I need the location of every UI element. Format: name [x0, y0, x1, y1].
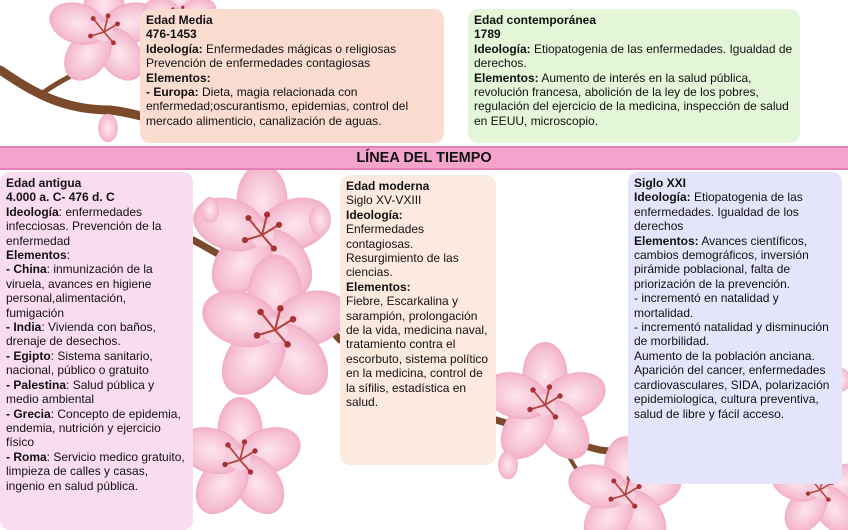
item-text: : Sistema sanitario, nacional, público o gratuito	[6, 348, 153, 378]
list-item	[6, 349, 187, 378]
card-date: 1789	[474, 27, 501, 42]
cherry-blossom-bud	[98, 114, 118, 143]
europa-item	[146, 85, 438, 128]
item-text: : Vivienda con baños, drenaje de desechos.	[6, 320, 156, 349]
list-item	[6, 407, 187, 450]
elementos-label: Elementos	[6, 248, 67, 263]
closing-text: Aumento de la población anciana. Aparición del cancer, enfermedades cardiovasculares, SIDA, polarización epidemiologica, cultura preventiva, salud de libre y fácil acceso.	[634, 348, 830, 421]
elementos-label: Elementos:	[146, 70, 211, 85]
elementos-label: Elementos:	[346, 279, 411, 294]
card-siglo-xxi	[628, 172, 842, 484]
cherry-blossom-bud	[201, 197, 219, 223]
elementos-text: Fiebre, Escarkalina y sarampión, prolongación de la vida, medicina naval, tratamiento contra el escorbuto, sistema político en la medicina, control de la sífilis, estadística en salud.	[346, 294, 489, 410]
elementos-line	[474, 71, 794, 129]
item-text: : inmunización de la viruela, avances en higiene personal,alimentación, fumigación	[6, 262, 153, 320]
ideologia-line	[6, 205, 187, 248]
item-label: - Grecia	[6, 406, 51, 421]
elementos-label: Elementos:	[634, 233, 699, 248]
ideologia-text: : enfermedades infecciosas. Prevención de la enfermedad	[6, 204, 162, 248]
list-item	[6, 320, 187, 349]
elementos-label: Elementos:	[474, 70, 539, 85]
item-label: - China	[6, 262, 47, 277]
card-title: Edad moderna	[346, 179, 430, 193]
elementos-text: Aumento de interés en la salud pública, revolución francesa, abolición de la ley de los pobres, regulación del ejercicio de la medicina, inspección de salud en EEUU, microscopio.	[474, 70, 789, 128]
item-label: - Egipto	[6, 348, 51, 363]
ideologia-text: Etiopatogenia de las enfermedades. Igualdad de derechos.	[474, 41, 793, 71]
card-edad-antigua	[0, 172, 193, 530]
timeline-title-bar: LÍNEA DEL TIEMPO	[0, 146, 848, 170]
list-item	[6, 450, 187, 493]
elementos-line	[634, 234, 836, 292]
item-label: - India	[6, 320, 42, 335]
europa-label: - Europa:	[146, 85, 199, 100]
prevencion-text: Prevención de enfermedades contagiosas	[146, 56, 371, 71]
ideologia-line	[634, 190, 836, 233]
ideologia-label: Ideología:	[146, 41, 203, 56]
ideologia-label: Ideología:	[474, 41, 531, 56]
list-item	[6, 378, 187, 407]
card-title: Siglo XXI	[634, 176, 687, 190]
elementos-line	[6, 248, 187, 262]
ideologia-text: Enfermedades contagiosas. Resurgimiento de las ciencias.	[346, 222, 459, 280]
ideologia-line	[146, 42, 438, 56]
card-edad-contemporanea	[468, 9, 800, 143]
card-edad-media	[140, 9, 444, 143]
cherry-blossom-bud	[498, 451, 518, 480]
ideologia-text: Etiopatogenia de las enfermedades. Igualdad de los derechos	[634, 190, 803, 234]
card-title: Edad Media	[146, 13, 213, 27]
card-title: Edad contemporánea	[474, 13, 597, 27]
item-text: : Salud pública y medio ambiental	[6, 377, 155, 407]
item-text: : Concepto de epidemia, endemia, nutrición y ejercicio físico	[6, 406, 181, 450]
card-date: Siglo XV-VXIII	[346, 193, 422, 208]
cherry-blossom-bud	[309, 204, 331, 235]
elementos-colon: :	[66, 248, 71, 263]
ideologia-line	[474, 42, 794, 71]
elementos-text: Avances científicos, cambios demográficos, inversión pirámide poblacional, falta de priorización de la prevención.	[634, 233, 809, 291]
list-item: - incrementó natalidad y disminución de morbilidad.	[634, 320, 829, 349]
list-item: - incrementó en natalidad y mortalidad.	[634, 291, 779, 320]
europa-text: Dieta, magia relacionada con enfermedad;oscurantismo, epidemias, control del mercado alimenticio, canalización de aguas.	[146, 85, 409, 128]
card-title: Edad antigua	[6, 176, 82, 190]
card-edad-moderna	[340, 175, 496, 465]
ideologia-label: Ideología:	[634, 190, 691, 205]
ideologia-text: Enfermedades mágicas o religiosas	[202, 41, 397, 56]
card-date: 4.000 a. C- 476 d. C	[6, 190, 115, 205]
ideologia-label: Ideología	[6, 204, 59, 219]
ideologia-label: Ideología:	[346, 207, 403, 222]
card-date: 476-1453	[146, 27, 197, 42]
list-item	[6, 262, 187, 320]
item-text: : Servicio medico gratuito, limpieza de calles y casas, ingenio en salud pública.	[6, 449, 185, 493]
cherry-blossom-flower	[173, 397, 307, 524]
item-label: - Palestina	[6, 377, 67, 392]
item-label: - Roma	[6, 449, 47, 464]
